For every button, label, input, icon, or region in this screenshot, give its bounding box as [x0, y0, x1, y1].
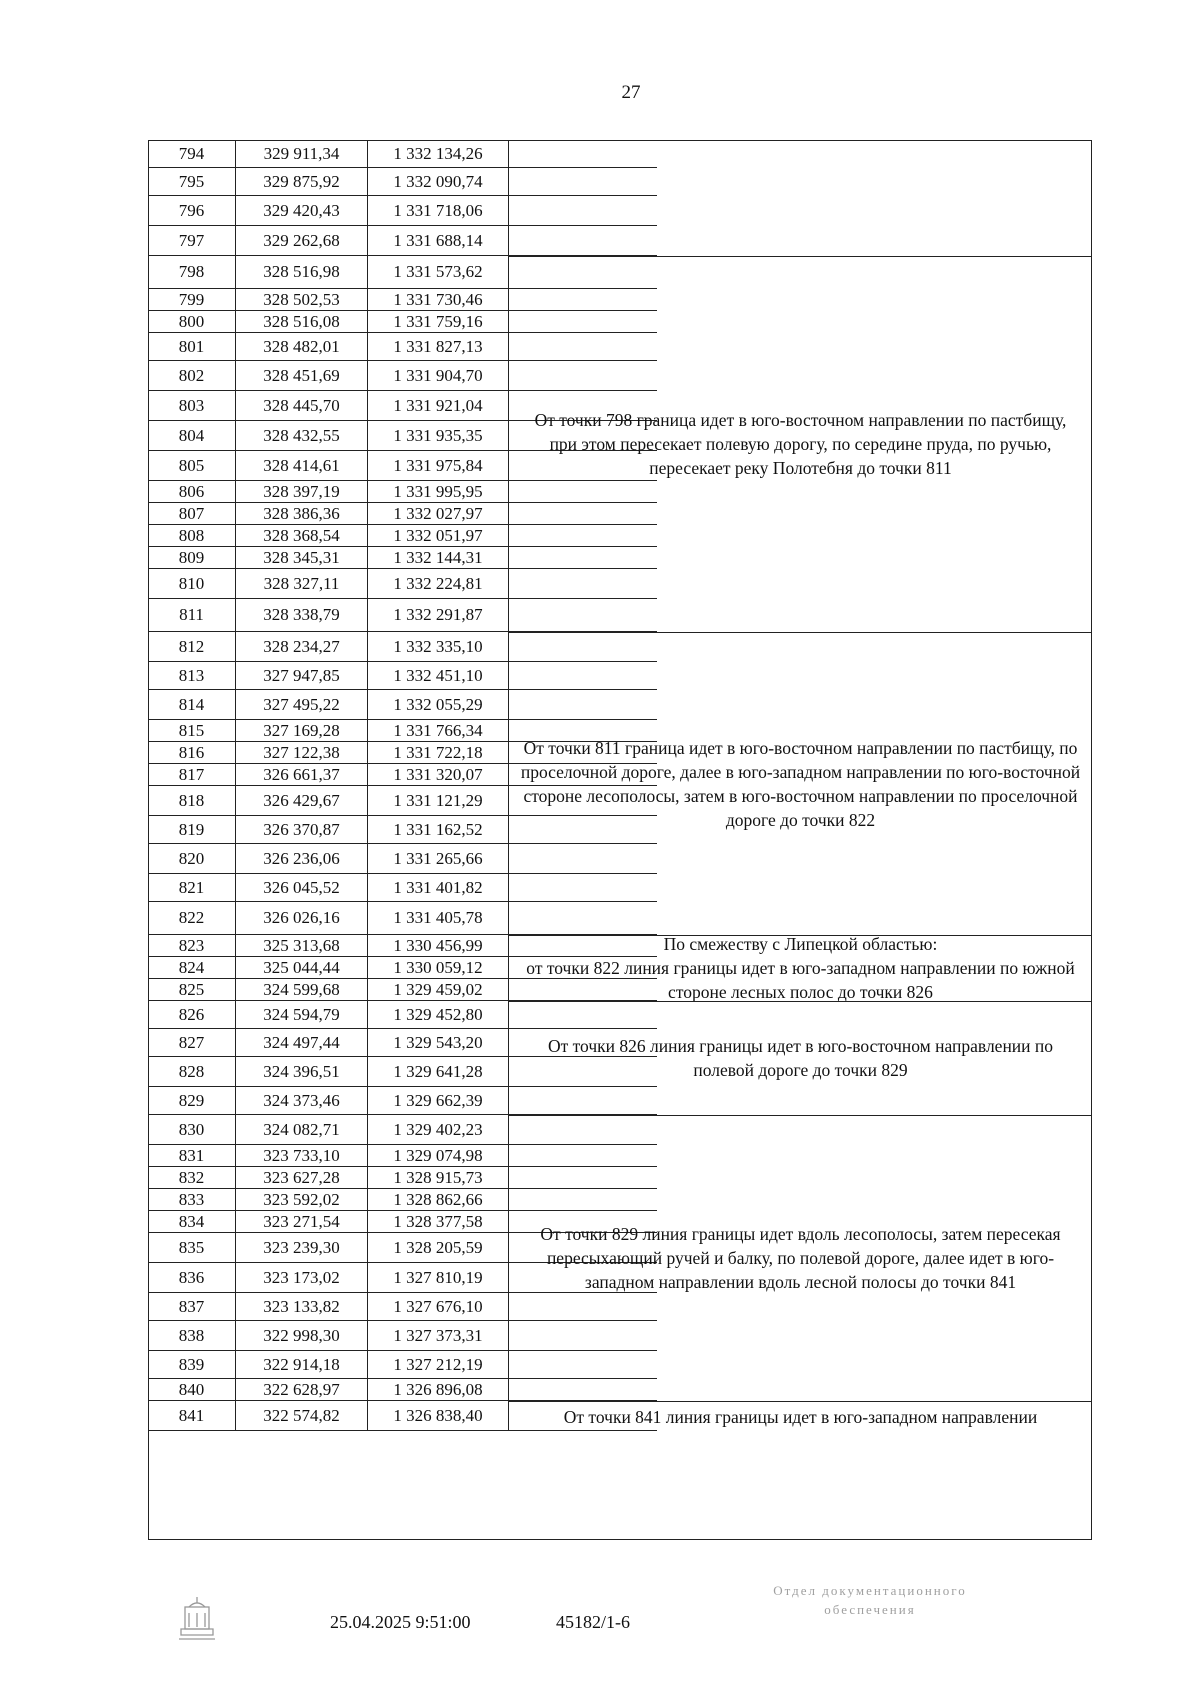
- x-coordinate-cell: 327 169,28: [236, 720, 368, 741]
- y-coordinate-cell: 1 330 456,99: [368, 935, 509, 956]
- x-coordinate-cell: 324 497,44: [236, 1029, 368, 1056]
- y-coordinate-cell: 1 331 718,06: [368, 196, 509, 225]
- y-coordinate-cell: 1 331 904,70: [368, 361, 509, 390]
- point-number-cell: 826: [148, 1001, 236, 1028]
- x-coordinate-cell: 326 661,37: [236, 764, 368, 785]
- boundary-description: [509, 632, 1092, 935]
- x-coordinate-cell: 328 502,53: [236, 289, 368, 310]
- point-number-cell: 838: [148, 1321, 236, 1350]
- point-number-cell: 819: [148, 816, 236, 843]
- y-coordinate-cell: 1 331 688,14: [368, 226, 509, 255]
- point-number-cell: 839: [148, 1351, 236, 1378]
- point-number-cell: 835: [148, 1233, 236, 1262]
- x-coordinate-cell: 323 733,10: [236, 1145, 368, 1166]
- x-coordinate-cell: 329 911,34: [236, 140, 368, 167]
- point-number-cell: 816: [148, 742, 236, 763]
- y-coordinate-cell: 1 329 402,23: [368, 1115, 509, 1144]
- point-number-cell: 825: [148, 979, 236, 1000]
- y-coordinate-cell: 1 331 730,46: [368, 289, 509, 310]
- y-coordinate-cell: 1 327 810,19: [368, 1263, 509, 1292]
- page-number: 27: [621, 82, 641, 103]
- point-number-cell: 800: [148, 311, 236, 332]
- y-coordinate-cell: 1 331 935,35: [368, 421, 509, 450]
- x-coordinate-cell: 326 045,52: [236, 874, 368, 901]
- y-coordinate-cell: 1 331 121,29: [368, 786, 509, 815]
- point-number-cell: 802: [148, 361, 236, 390]
- x-coordinate-cell: 326 236,06: [236, 844, 368, 873]
- boundary-description-text: По смежеству с Липецкой областью: от точки 822 линия границы идет в юго-западном направлении по южной стороне лесных полос до точки 826: [526, 934, 1075, 1002]
- point-number-cell: 807: [148, 503, 236, 524]
- y-coordinate-cell: 1 332 027,97: [368, 503, 509, 524]
- y-coordinate-cell: 1 329 074,98: [368, 1145, 509, 1166]
- y-coordinate-cell: 1 332 291,87: [368, 599, 509, 631]
- x-coordinate-cell: 323 592,02: [236, 1189, 368, 1210]
- y-coordinate-cell: 1 329 543,20: [368, 1029, 509, 1056]
- y-coordinate-cell: 1 331 401,82: [368, 874, 509, 901]
- x-coordinate-cell: 324 396,51: [236, 1057, 368, 1086]
- point-number-cell: 837: [148, 1293, 236, 1320]
- y-coordinate-cell: 1 331 975,84: [368, 451, 509, 480]
- y-coordinate-cell: 1 332 144,31: [368, 547, 509, 568]
- y-coordinate-cell: 1 332 335,10: [368, 632, 509, 661]
- boundary-description: [509, 256, 1092, 632]
- x-coordinate-cell: 329 420,43: [236, 196, 368, 225]
- y-coordinate-cell: 1 331 162,52: [368, 816, 509, 843]
- point-number-cell: 814: [148, 690, 236, 719]
- y-coordinate-cell: 1 331 827,13: [368, 333, 509, 360]
- x-coordinate-cell: 328 234,27: [236, 632, 368, 661]
- x-coordinate-cell: 323 173,02: [236, 1263, 368, 1292]
- x-coordinate-cell: 329 875,92: [236, 168, 368, 195]
- point-number-cell: 821: [148, 874, 236, 901]
- x-coordinate-cell: 328 432,55: [236, 421, 368, 450]
- x-coordinate-cell: 323 627,28: [236, 1167, 368, 1188]
- point-number-cell: 804: [148, 421, 236, 450]
- point-number-cell: 834: [148, 1211, 236, 1232]
- x-coordinate-cell: 328 445,70: [236, 391, 368, 420]
- point-number-cell: 827: [148, 1029, 236, 1056]
- point-number-cell: 808: [148, 525, 236, 546]
- y-coordinate-cell: 1 331 921,04: [368, 391, 509, 420]
- boundary-description: [509, 1115, 1092, 1401]
- emblem-icon: [175, 1593, 219, 1643]
- x-coordinate-cell: 324 082,71: [236, 1115, 368, 1144]
- x-coordinate-cell: 322 628,97: [236, 1379, 368, 1400]
- point-number-cell: 820: [148, 844, 236, 873]
- y-coordinate-cell: 1 326 896,08: [368, 1379, 509, 1400]
- x-coordinate-cell: 323 271,54: [236, 1211, 368, 1232]
- y-coordinate-cell: 1 327 373,31: [368, 1321, 509, 1350]
- y-coordinate-cell: 1 331 759,16: [368, 311, 509, 332]
- y-coordinate-cell: 1 332 134,26: [368, 140, 509, 167]
- y-coordinate-cell: 1 331 995,95: [368, 481, 509, 502]
- point-number-cell: 836: [148, 1263, 236, 1292]
- x-coordinate-cell: 324 373,46: [236, 1087, 368, 1114]
- x-coordinate-cell: 328 482,01: [236, 333, 368, 360]
- y-coordinate-cell: 1 331 405,78: [368, 902, 509, 934]
- y-coordinate-cell: 1 332 055,29: [368, 690, 509, 719]
- x-coordinate-cell: 323 239,30: [236, 1233, 368, 1262]
- point-number-cell: 803: [148, 391, 236, 420]
- boundary-description: [509, 140, 1092, 256]
- point-number-cell: 806: [148, 481, 236, 502]
- point-number-cell: 823: [148, 935, 236, 956]
- x-coordinate-cell: 325 044,44: [236, 957, 368, 978]
- x-coordinate-cell: 326 429,67: [236, 786, 368, 815]
- point-number-cell: 831: [148, 1145, 236, 1166]
- point-number-cell: 832: [148, 1167, 236, 1188]
- x-coordinate-cell: 327 495,22: [236, 690, 368, 719]
- point-number-cell: 811: [148, 599, 236, 631]
- x-coordinate-cell: 322 998,30: [236, 1321, 368, 1350]
- boundary-description: [509, 1001, 1092, 1115]
- point-number-cell: 830: [148, 1115, 236, 1144]
- section-divider: [509, 256, 1092, 257]
- x-coordinate-cell: 324 599,68: [236, 979, 368, 1000]
- y-coordinate-cell: 1 329 641,28: [368, 1057, 509, 1086]
- point-number-cell: 841: [148, 1401, 236, 1430]
- y-coordinate-cell: 1 331 320,07: [368, 764, 509, 785]
- point-number-cell: 795: [148, 168, 236, 195]
- section-divider: [509, 935, 1092, 936]
- x-coordinate-cell: 328 516,08: [236, 311, 368, 332]
- x-coordinate-cell: 324 594,79: [236, 1001, 368, 1028]
- x-coordinate-cell: 326 370,87: [236, 816, 368, 843]
- y-coordinate-cell: 1 328 205,59: [368, 1233, 509, 1262]
- x-coordinate-cell: 328 338,79: [236, 599, 368, 631]
- x-coordinate-cell: 328 368,54: [236, 525, 368, 546]
- point-number-cell: 794: [148, 140, 236, 167]
- y-coordinate-cell: 1 329 452,80: [368, 1001, 509, 1028]
- x-coordinate-cell: 328 397,19: [236, 481, 368, 502]
- x-coordinate-cell: 322 574,82: [236, 1401, 368, 1430]
- x-coordinate-cell: 329 262,68: [236, 226, 368, 255]
- point-number-cell: 815: [148, 720, 236, 741]
- point-number-cell: 797: [148, 226, 236, 255]
- point-number-cell: 818: [148, 786, 236, 815]
- department-stamp: Отдел документационного обеспечения: [773, 1583, 967, 1617]
- y-coordinate-cell: 1 331 766,34: [368, 720, 509, 741]
- x-coordinate-cell: 327 947,85: [236, 662, 368, 689]
- point-number-cell: 813: [148, 662, 236, 689]
- point-number-cell: 810: [148, 569, 236, 598]
- boundary-description: [509, 935, 1092, 1001]
- point-number-cell: 809: [148, 547, 236, 568]
- point-number-cell: 799: [148, 289, 236, 310]
- boundary-description-text: От точки 841 линия границы идет в юго-западном направлении: [563, 1407, 1038, 1427]
- x-coordinate-cell: 328 516,98: [236, 256, 368, 288]
- footer-doc-number: 45182/1-6: [556, 1612, 630, 1632]
- description-column: [509, 140, 1092, 1540]
- point-number-cell: 828: [148, 1057, 236, 1086]
- point-number-cell: 796: [148, 196, 236, 225]
- y-coordinate-cell: 1 329 662,39: [368, 1087, 509, 1114]
- y-coordinate-cell: 1 326 838,40: [368, 1401, 509, 1430]
- x-coordinate-cell: 323 133,82: [236, 1293, 368, 1320]
- x-coordinate-cell: 325 313,68: [236, 935, 368, 956]
- section-divider: [509, 1401, 1092, 1402]
- point-number-cell: 798: [148, 256, 236, 288]
- point-number-cell: 829: [148, 1087, 236, 1114]
- y-coordinate-cell: 1 328 377,58: [368, 1211, 509, 1232]
- boundary-description-text: От точки 826 линия границы идет в юго-восточном направлении по полевой дороге до точки 829: [547, 1036, 1054, 1080]
- y-coordinate-cell: 1 332 224,81: [368, 569, 509, 598]
- coordinates-table: [148, 140, 1092, 1540]
- boundary-description: [509, 1401, 1092, 1431]
- point-number-cell: 805: [148, 451, 236, 480]
- section-divider: [509, 1001, 1092, 1002]
- point-number-cell: 812: [148, 632, 236, 661]
- y-coordinate-cell: 1 331 573,62: [368, 256, 509, 288]
- x-coordinate-cell: 328 386,36: [236, 503, 368, 524]
- x-coordinate-cell: 328 345,31: [236, 547, 368, 568]
- y-coordinate-cell: 1 332 090,74: [368, 168, 509, 195]
- x-coordinate-cell: 328 451,69: [236, 361, 368, 390]
- y-coordinate-cell: 1 327 676,10: [368, 1293, 509, 1320]
- y-coordinate-cell: 1 328 915,73: [368, 1167, 509, 1188]
- x-coordinate-cell: 328 414,61: [236, 451, 368, 480]
- section-divider: [509, 1115, 1092, 1116]
- section-divider: [509, 632, 1092, 633]
- point-number-cell: 824: [148, 957, 236, 978]
- y-coordinate-cell: 1 332 051,97: [368, 525, 509, 546]
- y-coordinate-cell: 1 331 722,18: [368, 742, 509, 763]
- y-coordinate-cell: 1 327 212,19: [368, 1351, 509, 1378]
- point-number-cell: 801: [148, 333, 236, 360]
- boundary-description-text: От точки 829 линия границы идет вдоль лесополосы, затем пересекая пересыхающий ручей и балку, по полевой дороге, далее идет в юго-западном направлении вдоль лесной полосы до точки 841: [540, 1224, 1061, 1292]
- y-coordinate-cell: 1 331 265,66: [368, 844, 509, 873]
- boundary-description-text: От точки 811 граница идет в юго-восточном направлении по пастбищу, по проселочной дороге, далее в юго-западном направлении по юго-восточной стороне лесополосы, затем в юго-восточном направлении по проселочной дороге до точки 822: [520, 737, 1081, 830]
- point-number-cell: 840: [148, 1379, 236, 1400]
- point-number-cell: 822: [148, 902, 236, 934]
- point-number-cell: 817: [148, 764, 236, 785]
- boundary-description-text: От точки 798 граница идет в юго-восточном направлении по пастбищу, при этом пересекает полевую дорогу, по середине пруда, по ручью, пересекает реку Полотебня до точки 811: [534, 410, 1067, 478]
- y-coordinate-cell: 1 330 059,12: [368, 957, 509, 978]
- x-coordinate-cell: 322 914,18: [236, 1351, 368, 1378]
- x-coordinate-cell: 326 026,16: [236, 902, 368, 934]
- point-number-cell: 833: [148, 1189, 236, 1210]
- y-coordinate-cell: 1 329 459,02: [368, 979, 509, 1000]
- y-coordinate-cell: 1 328 862,66: [368, 1189, 509, 1210]
- x-coordinate-cell: 327 122,38: [236, 742, 368, 763]
- x-coordinate-cell: 328 327,11: [236, 569, 368, 598]
- y-coordinate-cell: 1 332 451,10: [368, 662, 509, 689]
- footer-datetime: 25.04.2025 9:51:00: [330, 1612, 471, 1632]
